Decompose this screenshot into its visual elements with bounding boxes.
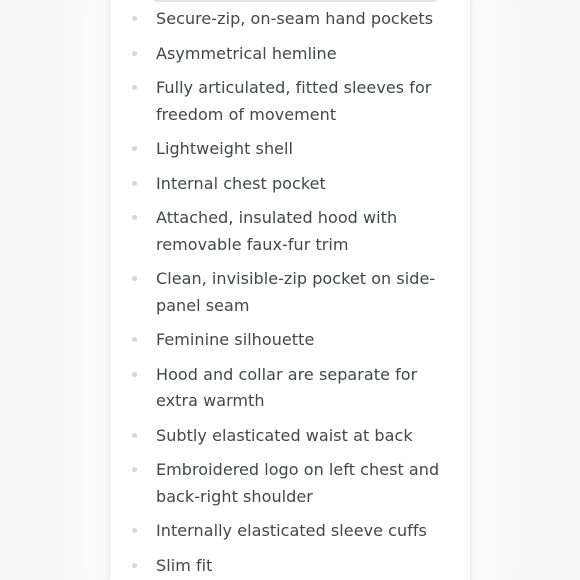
list-item [128, 362, 463, 415]
bullet-dot-icon [132, 467, 137, 472]
bullet-dot-icon [132, 181, 137, 186]
feature-text: Secure-zip, on-seam hand pockets [156, 9, 434, 28]
feature-text: Subtly elasticated waist at back [156, 425, 413, 445]
list-item [128, 423, 463, 450]
list-item [128, 457, 463, 510]
feature-text: Feminine silhouette [156, 330, 315, 349]
feature-text: Internal chest pocket [156, 173, 326, 193]
top-element-shadow [150, 0, 440, 2]
feature-text: Hood and collar are separate for extra warmth [156, 364, 418, 410]
list-item [128, 41, 463, 68]
bullet-dot-icon [132, 372, 137, 377]
bullet-dot-icon [132, 433, 137, 438]
feature-text: Fully articulated, fitted sleeves for freedom of movement [156, 78, 432, 124]
bullet-dot-icon [132, 146, 137, 151]
list-item [128, 6, 463, 33]
list-item [128, 75, 463, 128]
list-item [128, 553, 463, 580]
bullet-dot-icon [132, 16, 137, 21]
list-item [128, 205, 463, 258]
bullet-dot-icon [132, 85, 137, 90]
feature-text: Asymmetrical hemline [156, 43, 337, 63]
feature-text: Clean, invisible-zip pocket on side-panel seam [156, 269, 436, 315]
feature-text: Lightweight shell [156, 139, 294, 158]
feature-text: Embroidered logo on left chest and back-right shoulder [156, 460, 440, 506]
bullet-dot-icon [132, 276, 137, 281]
bullet-dot-icon [132, 528, 137, 533]
feature-text: Slim fit [156, 555, 213, 575]
list-item [128, 518, 463, 545]
bullet-dot-icon [132, 563, 137, 568]
feature-text: Attached, insulated hood with removable faux-fur trim [156, 208, 398, 254]
list-item [128, 327, 463, 354]
list-item [128, 136, 463, 163]
bullet-dot-icon [132, 51, 137, 56]
feature-text: Internally elasticated sleeve cuffs [156, 521, 427, 540]
feature-list [128, 6, 463, 580]
bullet-dot-icon [132, 337, 137, 342]
list-item [128, 171, 463, 198]
list-item [128, 266, 463, 319]
bullet-dot-icon [132, 215, 137, 220]
